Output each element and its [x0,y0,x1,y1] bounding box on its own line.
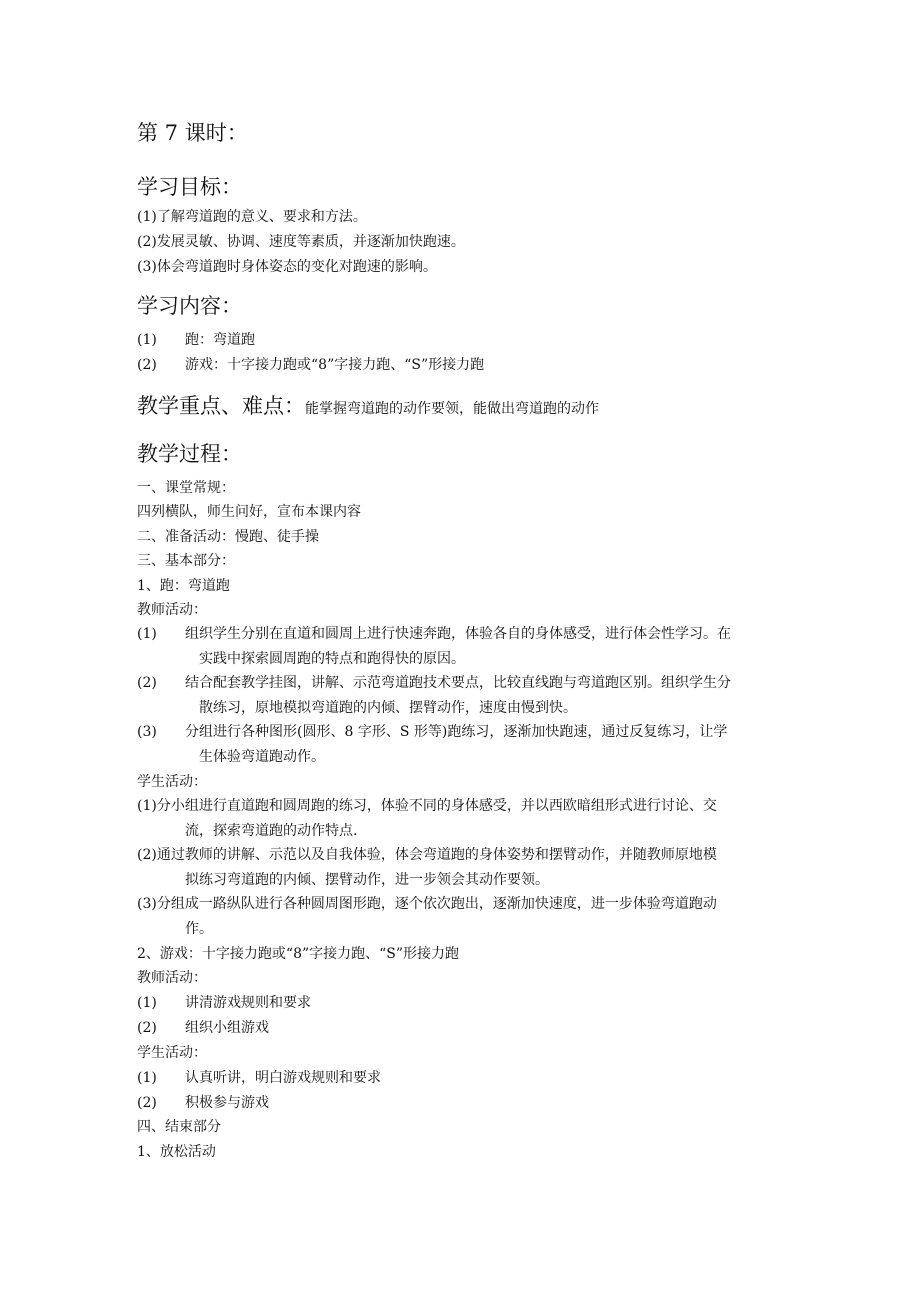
item-text-line: 拟练习弯道跑的内倾、摆臂动作，进一步领会其动作要领。 [185,871,549,888]
item-text: 认真听讲，明白游戏规则和要求 [185,1070,381,1086]
item-text-line: 流，探索弯道跑的动作特点. [185,822,358,839]
key-points-heading: 教学重点、难点： [137,394,305,418]
item-text-line: 结合配套教学挂图，讲解、示范弯道跑技术要点，比较直线跑与弯道跑区别。组织学生分 [185,675,731,691]
objective-item: (2)发展灵敏、协调、速度等素质，并逐渐加快跑速。 [137,234,465,250]
item-number: (1) [137,1070,157,1086]
item-number: (2) [137,675,157,691]
game-teacher-label: 教师活动： [137,970,207,986]
game-teacher-item [137,1018,269,1038]
item-text: 积极参与游戏 [185,1095,269,1111]
content-item [137,330,255,350]
item-number: (1) [137,995,157,1011]
item-text-line: (2)通过教师的讲解、示范以及自我体验，体会弯道跑的身体姿势和摆臂动作，并随教师原地模 [137,847,717,863]
item-text: 跑：弯道跑 [185,332,255,348]
teacher-item [137,622,785,671]
student-label: 学生活动： [137,774,207,790]
game-student-item [137,1068,381,1088]
process-line: 二、准备活动：慢跑、徒手操 [137,529,319,545]
content-heading: 学习内容： [137,294,242,318]
item-text-line: 作。 [185,920,213,937]
process-line: 四列横队，师生问好，宣布本课内容 [137,504,361,520]
end-item: 1、放松活动 [137,1144,216,1160]
key-points [137,392,599,423]
student-item [137,892,785,941]
item-number: (1) [137,626,157,642]
game-student-label: 学生活动： [137,1045,207,1061]
teacher-item [137,720,785,769]
item-text: 讲清游戏规则和要求 [185,995,311,1011]
lesson-title: 第 7 课时： [137,121,248,145]
content-item [137,355,484,375]
process-line: 一、课堂常规： [137,480,235,496]
item-text-line: 生体验弯道跑动作。 [199,748,325,765]
process-line: 教师活动： [137,602,207,618]
item-text-line: (3)分组成一路纵队进行各种圆周图形跑，逐个依次跑出，逐渐加快速度，进一步体验弯道跑动 [137,896,717,912]
item-number: (2) [137,357,157,373]
objectives-heading: 学习目标： [137,175,242,199]
key-points-text: 能掌握弯道跑的动作要领，能做出弯道跑的动作 [305,401,599,417]
end-heading: 四、结束部分 [137,1119,221,1135]
item-text-line: 组织学生分别在直道和圆周上进行快速奔跑，体验各自的身体感受，进行体会性学习。在 [185,626,731,642]
item-text: 游戏：十字接力跑或“8”字接力跑、“S”形接力跑 [185,357,485,373]
student-item [137,843,785,892]
game-teacher-item [137,993,311,1013]
item-text-line: 散练习，原地模拟弯道跑的内倾、摆臂动作，速度由慢到快。 [199,699,577,716]
process-heading: 教学过程： [137,442,242,466]
game-heading: 2、游戏：十字接力跑或“8”字接力跑、“S”形接力跑 [137,946,460,962]
item-text: 组织小组游戏 [185,1020,269,1036]
item-text-line: 实践中探索圆周跑的特点和跑得快的原因。 [199,650,465,667]
item-text-line: (1)分小组进行直道跑和圆周跑的练习，体验不同的身体感受，并以西欧暗组形式进行讨论、交 [137,798,717,814]
teacher-item [137,671,785,720]
objective-item: (3)体会弯道跑时身体姿态的变化对跑速的影响。 [137,259,437,275]
item-number: (1) [137,332,157,348]
process-line: 三、基本部分： [137,553,235,569]
item-text-line: 分组进行各种图形(圆形、8 字形、S 形等)跑练习，逐渐加快跑速，通过反复练习，让学 [185,724,728,740]
objective-item: (1)了解弯道跑的意义、要求和方法。 [137,209,367,225]
item-number: (2) [137,1095,157,1111]
item-number: (3) [137,724,157,740]
student-item [137,794,785,843]
game-student-item [137,1093,269,1113]
item-number: (2) [137,1020,157,1036]
process-line: 1、跑：弯道跑 [137,578,230,594]
